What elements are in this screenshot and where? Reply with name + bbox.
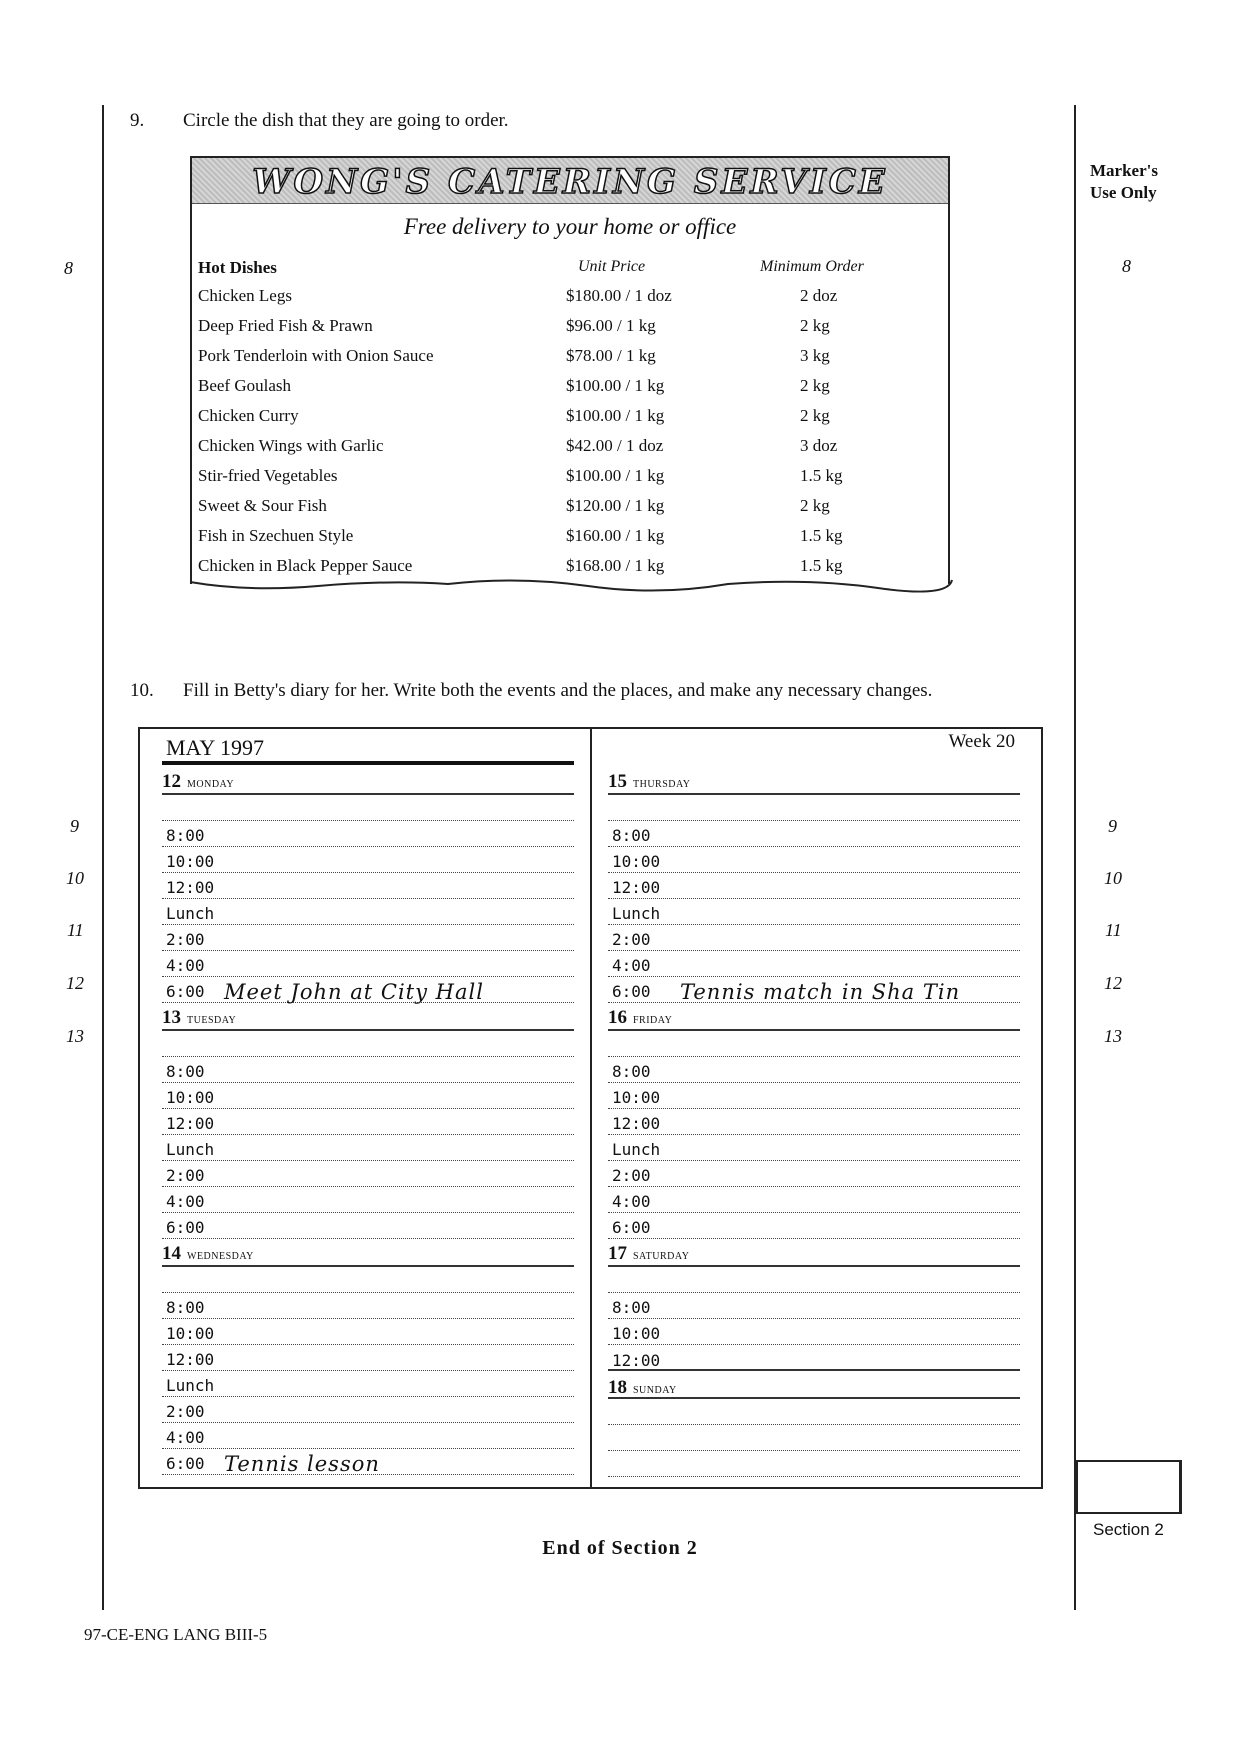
day-sunday bbox=[608, 1369, 1020, 1477]
left-mark: 10 bbox=[66, 868, 84, 888]
time-slot[interactable]: 12:00 bbox=[608, 873, 1020, 899]
time-slot[interactable]: 8:00 bbox=[608, 821, 1020, 847]
menu-row[interactable]: Sweet & Sour Fish $120.00 / 1 kg 2 kg bbox=[198, 496, 830, 515]
time-slot[interactable]: 8:00 bbox=[162, 821, 574, 847]
time-slot[interactable]: 10:00 bbox=[162, 1083, 574, 1109]
markers-use-only-heading bbox=[1090, 160, 1158, 204]
time-slot[interactable]: Lunch bbox=[162, 899, 574, 925]
menu-torn-bottom-edge bbox=[188, 574, 954, 598]
day-header: 16 friday bbox=[608, 1001, 1020, 1031]
day-header: 14 wednesday bbox=[162, 1237, 574, 1267]
header-hot-dishes: Hot Dishes bbox=[198, 258, 277, 277]
time-slot[interactable] bbox=[608, 1399, 1020, 1425]
time-slot[interactable]: 6:00 Meet John at City Hall bbox=[162, 977, 574, 1003]
left-mark: 11 bbox=[67, 920, 84, 940]
time-slot[interactable]: 10:00 bbox=[608, 847, 1020, 873]
time-slot[interactable]: 10:00 bbox=[608, 1319, 1020, 1345]
left-margin-line bbox=[102, 105, 104, 1610]
right-mark: 8 bbox=[1122, 256, 1131, 276]
menu-row[interactable]: Chicken Curry $100.00 / 1 kg 2 kg bbox=[198, 406, 830, 425]
time-slot[interactable]: 6:00 Tennis match in Sha Tin bbox=[608, 977, 1020, 1003]
header-unit-price: Unit Price bbox=[578, 258, 646, 275]
section-score-box[interactable] bbox=[1076, 1460, 1182, 1514]
menu-row[interactable]: Stir-fried Vegetables $100.00 / 1 kg 1.5 kg bbox=[198, 466, 843, 485]
time-slot[interactable]: 4:00 bbox=[162, 1187, 574, 1213]
day-header: 15 thursday bbox=[608, 765, 1020, 795]
menu-row[interactable]: Beef Goulash $100.00 / 1 kg 2 kg bbox=[198, 376, 830, 395]
time-slot[interactable]: 8:00 bbox=[162, 1293, 574, 1319]
diary-center-divider bbox=[590, 729, 592, 1487]
time-slot[interactable]: 8:00 bbox=[608, 1293, 1020, 1319]
catering-menu bbox=[190, 156, 950, 584]
question-10-text: Fill in Betty's diary for her. Write both the events and the places, and make any necessary changes. bbox=[183, 680, 933, 701]
time-slot[interactable]: 4:00 bbox=[608, 951, 1020, 977]
time-slot[interactable]: 12:00 bbox=[162, 1109, 574, 1135]
menu-banner bbox=[192, 158, 948, 204]
diary-month-title: MAY 1997 bbox=[166, 735, 265, 760]
left-mark: 13 bbox=[66, 1026, 84, 1046]
time-slot[interactable]: 4:00 bbox=[162, 951, 574, 977]
handwritten-entry: Meet John at City Hall bbox=[224, 980, 484, 1004]
time-slot[interactable]: 2:00 bbox=[162, 925, 574, 951]
time-slot[interactable] bbox=[608, 1031, 1020, 1057]
time-slot[interactable] bbox=[162, 1031, 574, 1057]
page-footer-code: 97-CE-ENG LANG BIII-5 bbox=[84, 1625, 268, 1644]
handwritten-entry: Tennis match in Sha Tin bbox=[680, 980, 961, 1004]
time-slot[interactable]: 2:00 bbox=[608, 925, 1020, 951]
time-slot[interactable] bbox=[162, 795, 574, 821]
time-slot[interactable]: 8:00 bbox=[162, 1057, 574, 1083]
time-slot[interactable]: 4:00 bbox=[162, 1423, 574, 1449]
time-slot[interactable]: 12:00 bbox=[612, 1351, 661, 1370]
diary-page bbox=[138, 727, 1043, 1489]
day-monday bbox=[162, 765, 574, 1003]
time-slot[interactable]: 6:00 bbox=[162, 1213, 574, 1239]
time-slot[interactable]: 10:00 bbox=[162, 1319, 574, 1345]
end-of-section: End of Section 2 bbox=[542, 1537, 698, 1559]
right-mark: 13 bbox=[1104, 1026, 1122, 1046]
left-mark: 12 bbox=[66, 973, 84, 993]
time-slot[interactable]: Lunch bbox=[608, 899, 1020, 925]
time-slot[interactable] bbox=[608, 1267, 1020, 1293]
time-slot[interactable] bbox=[608, 795, 1020, 821]
right-margin-line bbox=[1074, 105, 1076, 1610]
menu-row[interactable]: Deep Fried Fish & Prawn $96.00 / 1 kg 2 kg bbox=[198, 316, 830, 335]
handwritten-entry: Tennis lesson bbox=[224, 1452, 380, 1476]
left-mark: 9 bbox=[70, 816, 79, 836]
right-mark: 10 bbox=[1104, 868, 1122, 888]
time-slot[interactable]: Lunch bbox=[608, 1135, 1020, 1161]
time-slot[interactable] bbox=[608, 1425, 1020, 1451]
time-slot[interactable]: Lunch bbox=[162, 1371, 574, 1397]
section-label: Section 2 bbox=[1093, 1520, 1164, 1539]
day-header: 17 saturday bbox=[608, 1237, 1020, 1267]
diary-week-label: Week 20 bbox=[948, 731, 1015, 752]
time-slot[interactable]: 2:00 bbox=[608, 1161, 1020, 1187]
time-slot[interactable]: 2:00 bbox=[162, 1161, 574, 1187]
day-friday bbox=[608, 1001, 1020, 1239]
day-header: 18 sunday bbox=[608, 1369, 1020, 1399]
marker-line-1: Marker's bbox=[1090, 161, 1158, 180]
day-tuesday bbox=[162, 1001, 574, 1239]
question-9-text: Circle the dish that they are going to order. bbox=[183, 110, 509, 131]
time-slot[interactable]: 10:00 bbox=[608, 1083, 1020, 1109]
right-mark: 12 bbox=[1104, 973, 1122, 993]
day-thursday bbox=[608, 765, 1020, 1003]
right-mark: 9 bbox=[1108, 816, 1117, 836]
menu-row[interactable]: Pork Tenderloin with Onion Sauce $78.00 / 1 kg 3 kg bbox=[198, 346, 830, 365]
time-slot[interactable]: 10:00 bbox=[162, 847, 574, 873]
right-mark: 11 bbox=[1105, 920, 1122, 940]
time-slot[interactable]: 6:00 bbox=[608, 1213, 1020, 1239]
time-slot[interactable] bbox=[608, 1451, 1020, 1477]
marker-line-2: Use Only bbox=[1090, 183, 1157, 202]
day-saturday bbox=[608, 1237, 1020, 1371]
menu-row[interactable]: Chicken Legs $180.00 / 1 doz 2 doz bbox=[198, 286, 838, 305]
question-9-number: 9. bbox=[130, 110, 145, 131]
day-wednesday bbox=[162, 1237, 574, 1475]
time-slot[interactable]: 12:00 bbox=[162, 873, 574, 899]
menu-banner-title: WONG'S CATERING SERVICE bbox=[252, 162, 888, 202]
header-minimum-order: Minimum Order bbox=[760, 258, 864, 275]
day-header: 13 tuesday bbox=[162, 1001, 574, 1031]
time-slot[interactable]: 6:00 Tennis lesson bbox=[162, 1449, 574, 1475]
time-slot[interactable] bbox=[162, 1267, 574, 1293]
time-slot[interactable]: 4:00 bbox=[608, 1187, 1020, 1213]
menu-row[interactable]: Chicken Wings with Garlic $42.00 / 1 doz 3 doz bbox=[198, 436, 838, 455]
time-slot[interactable]: 2:00 bbox=[162, 1397, 574, 1423]
question-10-number: 10. bbox=[130, 680, 154, 701]
menu-row[interactable]: Chicken in Black Pepper Sauce $168.00 / 1 kg 1.5 kg bbox=[198, 556, 843, 575]
menu-subtitle: Free delivery to your home or office bbox=[403, 214, 737, 239]
time-slot[interactable]: 12:00 bbox=[162, 1345, 574, 1371]
day-header: 12 monday bbox=[162, 765, 574, 795]
time-slot[interactable]: Lunch bbox=[162, 1135, 574, 1161]
time-slot[interactable]: 12:00 bbox=[608, 1109, 1020, 1135]
left-mark: 8 bbox=[64, 258, 73, 278]
menu-row[interactable]: Fish in Szechuen Style $160.00 / 1 kg 1.5 kg bbox=[198, 526, 843, 545]
time-slot[interactable]: 8:00 bbox=[608, 1057, 1020, 1083]
